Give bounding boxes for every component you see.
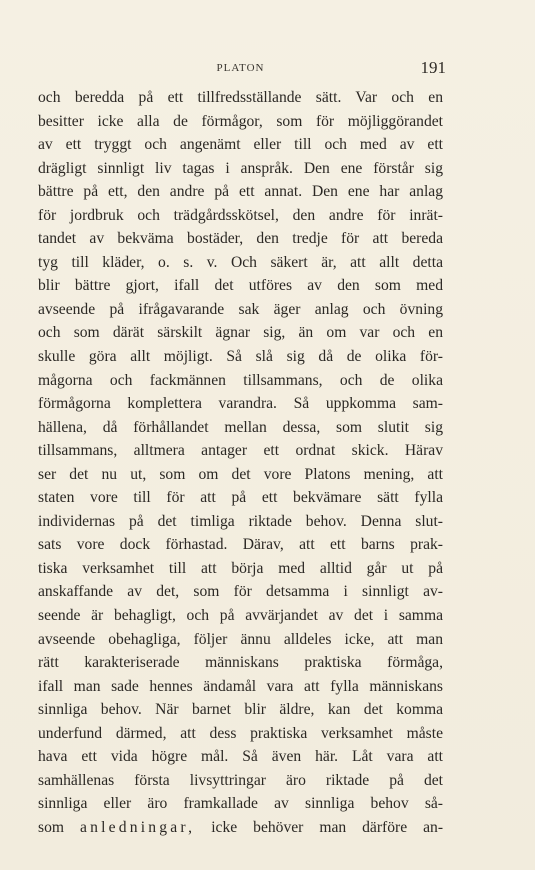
text-line: skulle göra allt möjligt. Så slå sig då de olika för- [38,348,443,366]
text-line-last [38,816,443,840]
text-line: för jordbruk och trädgårdsskötsel, den andre för inrät- [38,206,443,224]
text-line: anskaffande av det, som för detsamma i sinnligt av- [38,583,443,601]
text-line: drägligt sinnligt liv tagas i anspråk. Den ene förstår sig [38,159,443,177]
text-line: tyg till kläder, o. s. v. Och säkert är, att allt detta [38,253,443,271]
text-line: tiska verksamhet till att börja med alltid går ut på [38,559,443,577]
text-line: mågorna och fackmännen tillsammans, och de olika [38,371,443,389]
text-line: och som därät särskilt ägnar sig, än om var och en [38,324,443,342]
text-line: underfund därmed, att dess praktiska verksamhet måste [38,724,443,742]
text-line: tandet av bekväma bostäder, den tredje för att bereda [38,230,443,248]
text-line: samhällenas första livsyttringar äro riktade på det [38,771,443,789]
body-text [38,86,443,840]
text-line: avseende obehagliga, följer ännu alldeles icke, att man [38,630,443,648]
text-line: sinnliga eller äro framkallade av sinnliga behov så- [38,795,443,813]
text-line: tillsammans, alltmera antager ett ordnat skick. Härav [38,442,443,460]
running-head: PLATON [216,62,265,74]
text-line: blir bättre gjort, ifall det utföres av den som med [38,277,443,295]
text-line: individernas på det timliga riktade behov. Denna slut- [38,512,443,530]
text-line: av ett tryggt och angenämt eller till och med av ett [38,136,443,154]
text-line: hava ett vida högre mål. Så även här. Låt vara att [38,748,443,766]
page-header [38,58,446,82]
text-line: avseende på ifrågavarande sak äger anlag och övning [38,300,443,318]
text-line: besitter icke alla de förmågor, som för möjliggörandet [38,112,443,130]
text-line: sinnliga behov. När barnet blir äldre, kan det komma [38,701,443,719]
text-line: seende är behagligt, och på avvärjandet av det i samma [38,607,443,625]
text-line: förmågorna komplettera varandra. Så uppkomma sam- [38,395,443,413]
text-line: ser det nu ut, som om det vore Platons mening, att [38,465,443,483]
text-line: ifall man sade hennes ändamål vara att fylla människans [38,677,443,695]
page-number: 191 [420,58,446,77]
text-line: staten vore till för att på ett bekvämare sätt fylla [38,489,443,507]
text-line: rätt karakteriserade människans praktiska förmåga, [38,654,443,672]
last-line-end: icke behöver man därföre an- [211,818,444,836]
text-line: bättre på ett, den andre på ett annat. Den ene har anlag [38,183,443,201]
last-line-start: som [38,818,64,836]
spaced-word: anledningar, [79,818,196,836]
text-line: sats vore dock förhastad. Därav, att ett barns prak- [38,536,443,554]
text-line: hällena, då förhållandet mellan dessa, som slutit sig [38,418,443,436]
text-line: och beredda på ett tillfredsställande sätt. Var och en [38,89,443,106]
